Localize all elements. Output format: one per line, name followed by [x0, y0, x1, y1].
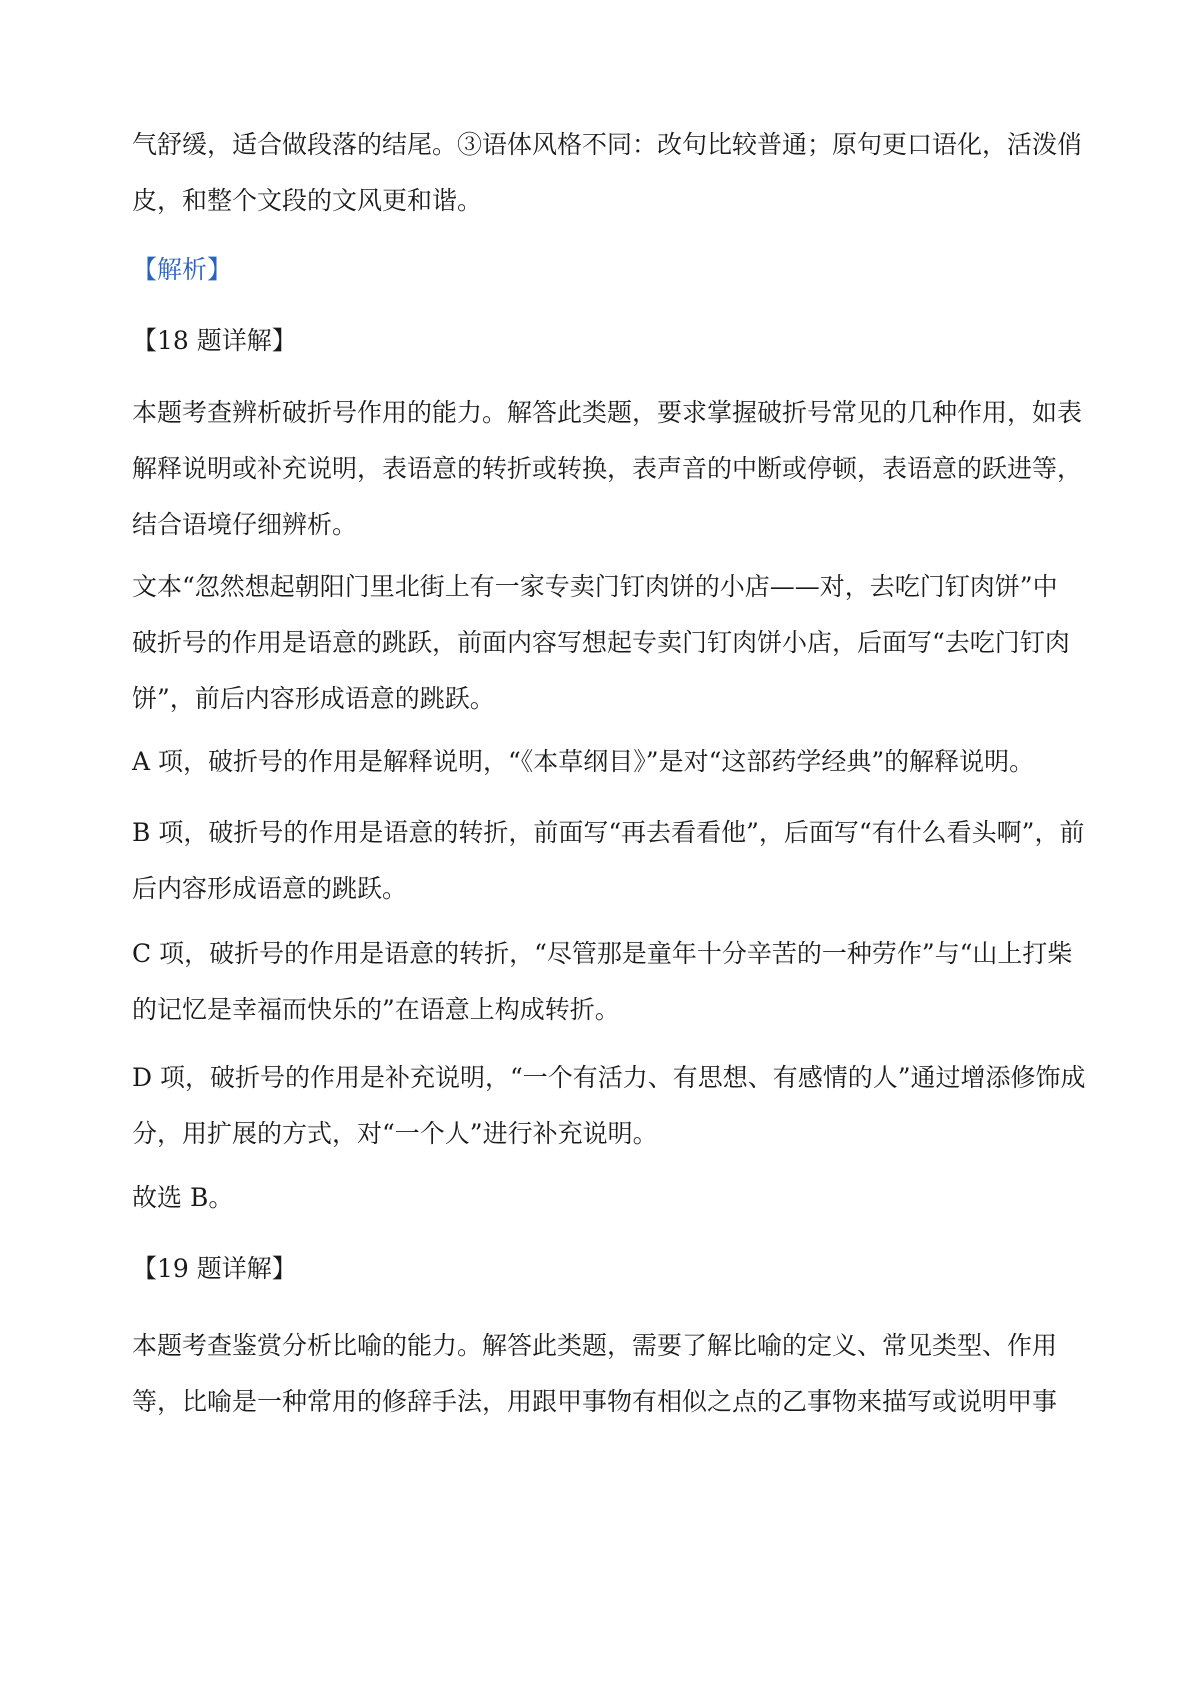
text-line: 本题考查辨析破折号作用的能力。解答此类题，要求掌握破折号常见的几种作用，如表 [132, 398, 1083, 427]
q19-paragraph-1 [132, 1318, 1092, 1430]
q18-option-a [132, 734, 1092, 790]
text-line: 本题考查鉴赏分析比喻的能力。解答此类题，需要了解比喻的定义、常见类型、作用 [132, 1331, 1058, 1360]
q18-heading: 【18 题详解】 [132, 326, 297, 355]
text-line: 气舒缓，适合做段落的结尾。③语体风格不同：改句比较普通；原句更口语化，活泼俏 [132, 130, 1083, 159]
analysis-heading: 【解析】 [132, 255, 233, 284]
text-line: C 项，破折号的作用是语意的转折，“尽管那是童年十分辛苦的一种劳作”与“山上打柴 [132, 939, 1073, 968]
q18-paragraph-1 [132, 385, 1092, 553]
q18-option-c [132, 926, 1092, 1038]
text-line: 文本“忽然想起朝阳门里北街上有一家专卖门钉肉饼的小店——对，去吃门钉肉饼”中 [132, 572, 1058, 601]
q18-paragraph-2 [132, 559, 1092, 727]
text-line: 后内容形成语意的跳跃。 [132, 874, 408, 903]
text-line: 结合语境仔细辨析。 [132, 510, 358, 539]
q19-heading: 【19 题详解】 [132, 1254, 297, 1283]
text-line: 饼”，前后内容形成语意的跳跃。 [132, 684, 495, 713]
q18-answer: 故选 B。 [132, 1183, 234, 1212]
text-line: 解释说明或补充说明，表语意的转折或转换，表声音的中断或停顿，表语意的跃进等， [132, 454, 1083, 483]
text-line: A 项，破折号的作用是解释说明，“《本草纲目》”是对“这部药学经典”的解释说明。 [132, 747, 1035, 776]
text-line: 破折号的作用是语意的跳跃，前面内容写想起专卖门钉肉饼小店，后面写“去吃门钉肉 [132, 628, 1070, 657]
q18-option-d [132, 1050, 1092, 1162]
text-line: 分，用扩展的方式，对“一个人”进行补充说明。 [132, 1119, 658, 1148]
text-line: 皮，和整个文段的文风更和谐。 [132, 186, 483, 215]
intro-paragraph [132, 117, 1092, 229]
text-line: 的记忆是幸福而快乐的”在语意上构成转折。 [132, 995, 620, 1024]
text-line: D 项，破折号的作用是补充说明，“一个有活力、有思想、有感情的人”通过增添修饰成 [132, 1063, 1086, 1092]
text-line: 等，比喻是一种常用的修辞手法，用跟甲事物有相似之点的乙事物来描写或说明甲事 [132, 1387, 1058, 1416]
text-line: B 项，破折号的作用是语意的转折，前面写“再去看看他”，后面写“有什么看头啊”，前 [132, 818, 1085, 847]
q18-option-b [132, 805, 1092, 917]
